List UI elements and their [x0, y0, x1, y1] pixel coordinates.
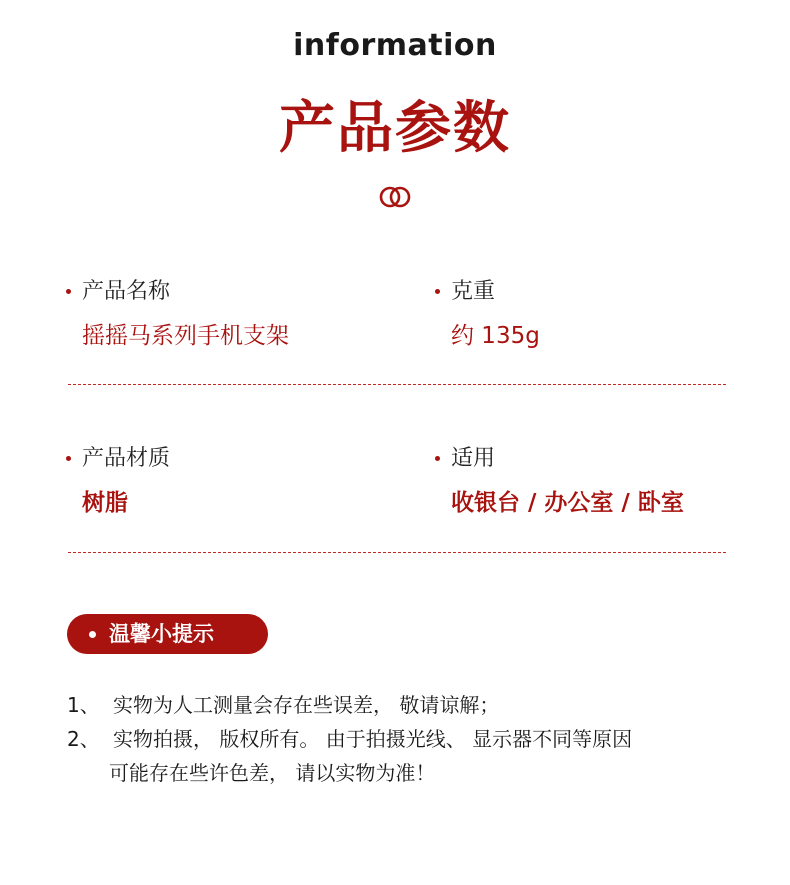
spec-product-name: [66, 277, 289, 351]
spec-usage: [435, 444, 684, 518]
tip-item: [67, 722, 747, 756]
tip-number: 2、: [67, 727, 100, 751]
tip-number: 1、: [67, 693, 100, 717]
bullet-icon: [66, 456, 71, 461]
title-zh: 产品参数: [279, 96, 511, 161]
rings-icon: [378, 185, 412, 209]
tip-continuation: 可能存在些许色差， 请以实物为准！: [109, 761, 436, 785]
spec-value: 树脂: [82, 490, 128, 516]
bullet-icon: [89, 631, 96, 638]
tips-badge: [67, 614, 268, 654]
tip-text: 实物拍摄， 版权所有。 由于拍摄光线、 显示器不同等原因: [113, 727, 633, 751]
spec-label: [435, 277, 540, 307]
divider: [68, 552, 726, 553]
spec-material: [66, 444, 170, 518]
bullet-icon: [435, 456, 440, 461]
spec-value: 约 135g: [451, 323, 540, 349]
tips-title: 温馨小提示: [109, 622, 214, 646]
spec-weight: [435, 277, 540, 351]
spec-label: [66, 444, 170, 474]
spec-label: [435, 444, 684, 474]
spec-label-text: 产品材质: [82, 446, 171, 471]
spec-label-text: 克重: [451, 279, 496, 304]
tip-item: [67, 688, 747, 722]
spec-label: [66, 277, 289, 307]
title-en: information: [293, 28, 497, 63]
tip-text: 实物为人工测量会存在些误差， 敬请谅解；: [113, 693, 500, 717]
bullet-icon: [66, 289, 71, 294]
spec-label-text: 适用: [451, 446, 496, 471]
spec-label-text: 产品名称: [82, 279, 171, 304]
spec-value: 收银台 / 办公室 / 卧室: [451, 490, 684, 516]
bullet-icon: [435, 289, 440, 294]
tips-list: [67, 688, 747, 790]
spec-value: 摇摇马系列手机支架: [82, 323, 289, 349]
divider: [68, 384, 726, 385]
